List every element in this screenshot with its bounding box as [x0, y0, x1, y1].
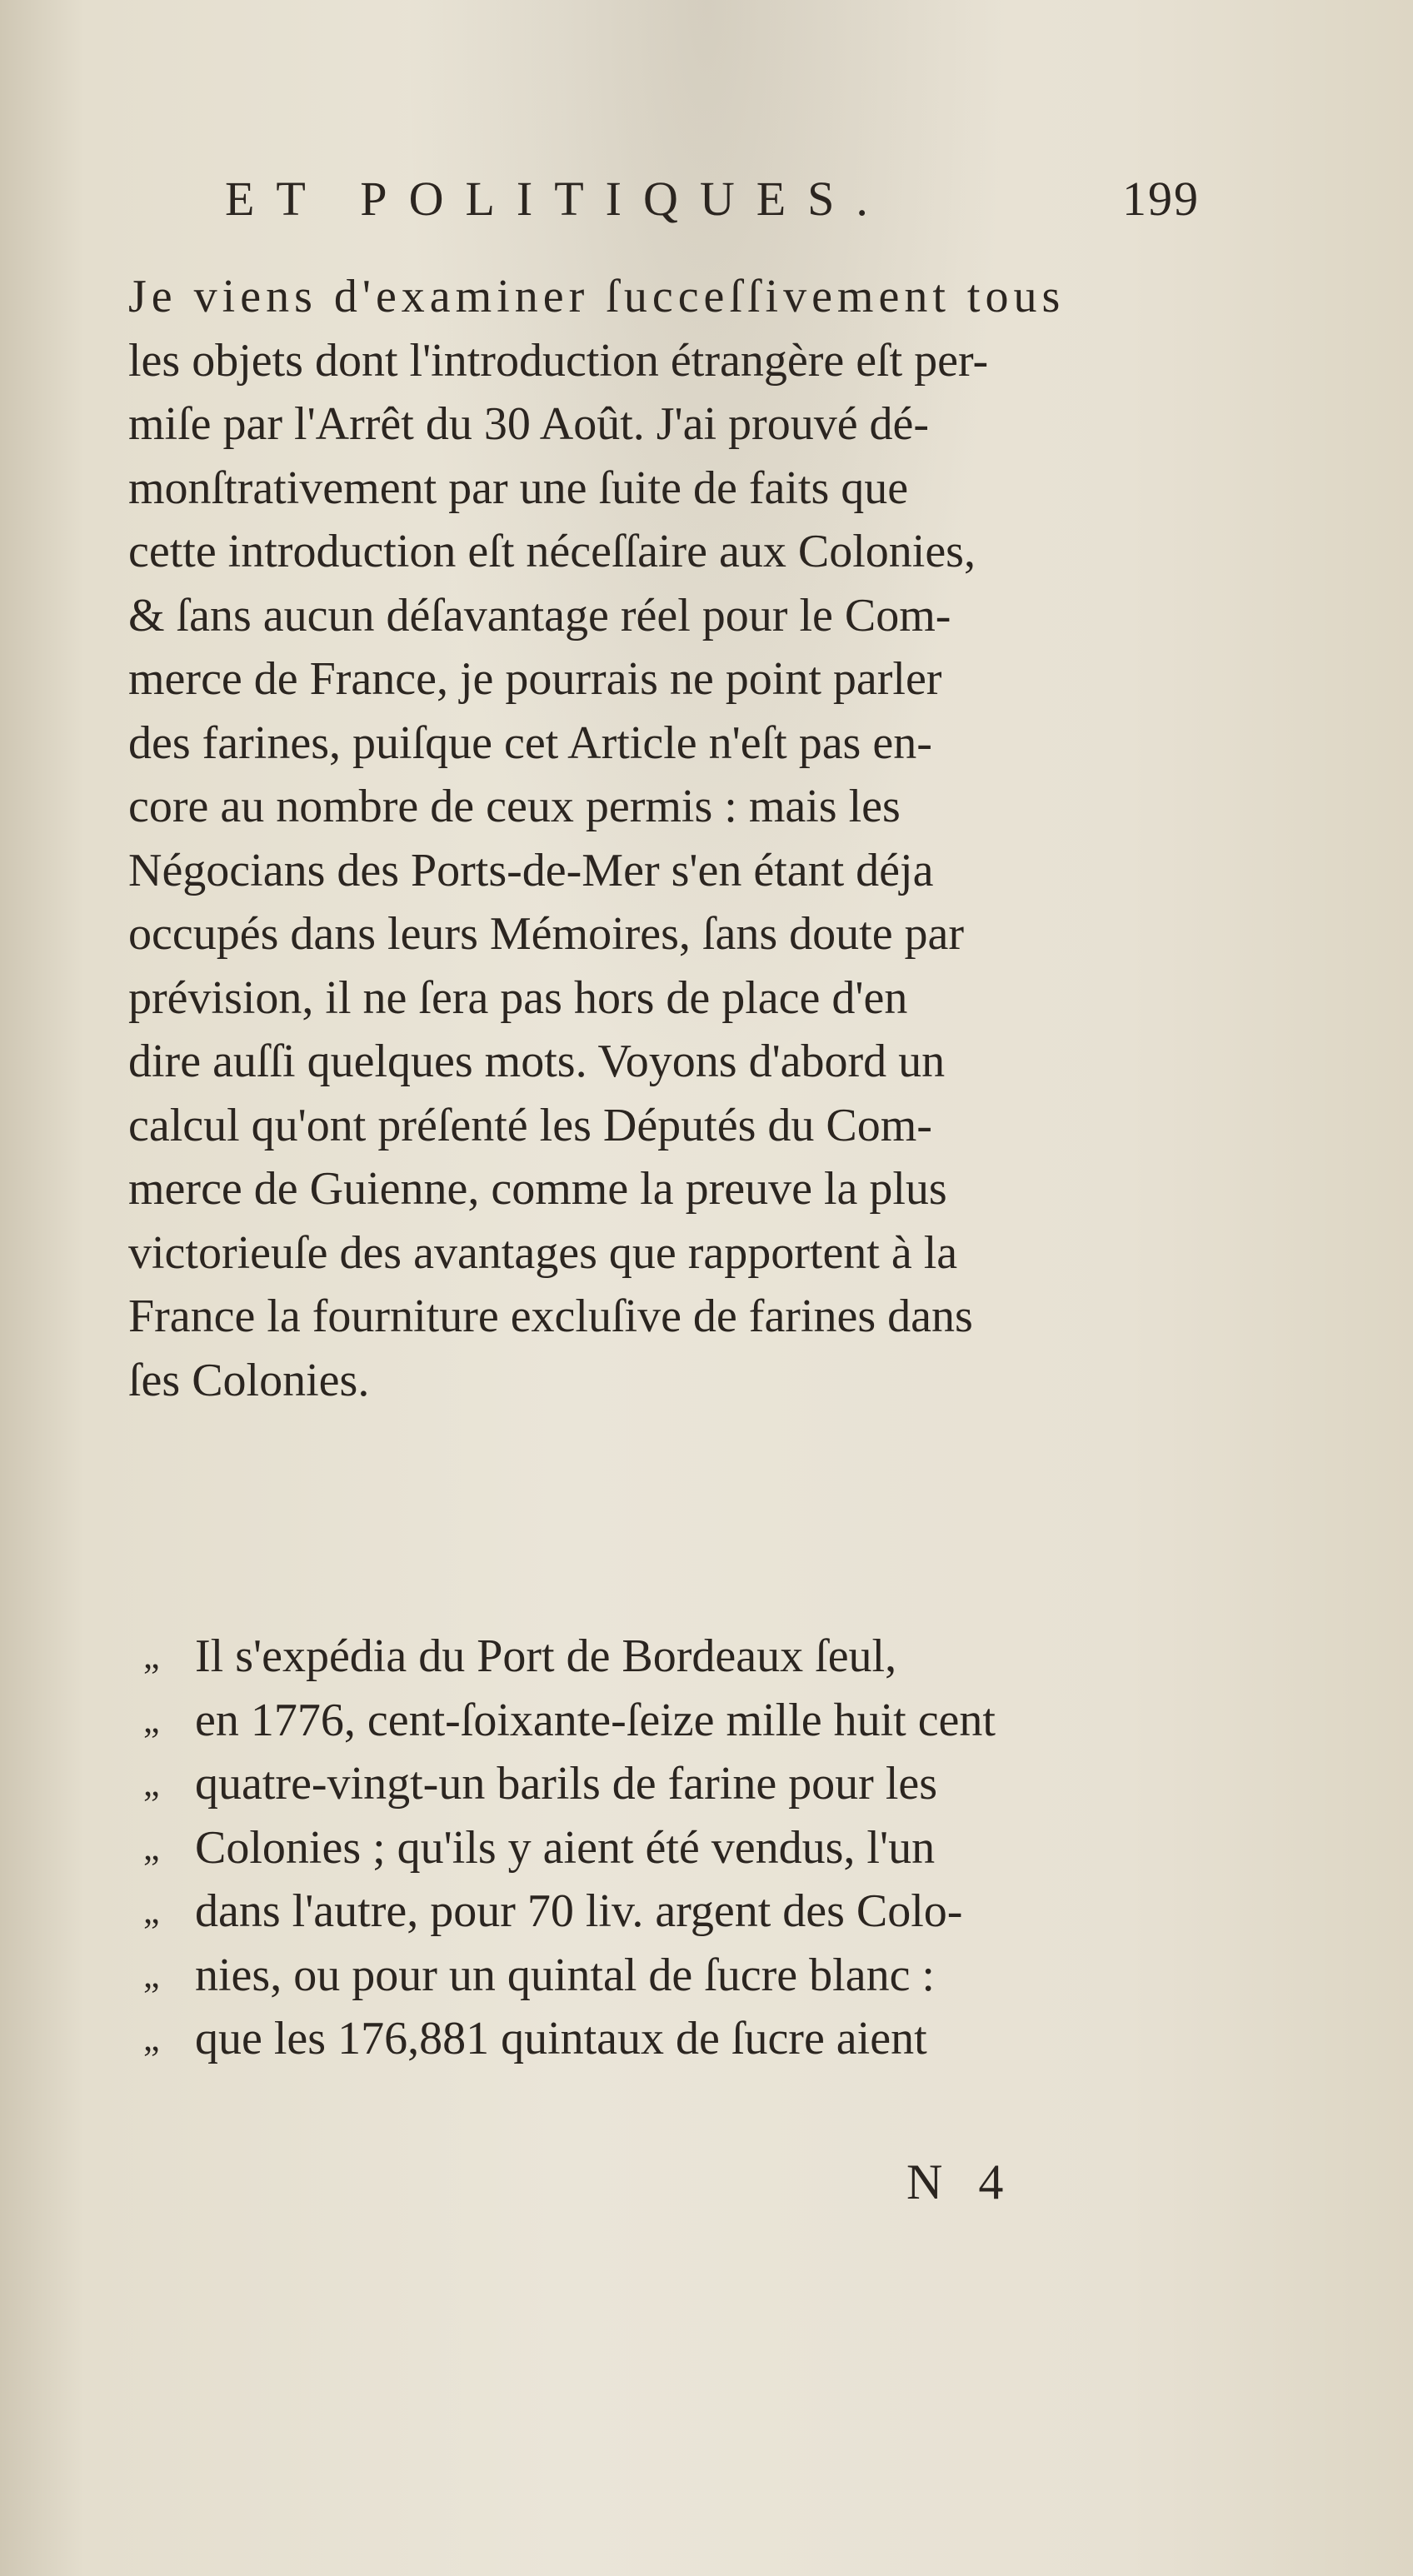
text-line: calcul qu'ont préſenté les Députés du Com- [128, 1099, 932, 1151]
quotation-mark: „ [143, 1635, 160, 1676]
running-header [133, 171, 1216, 246]
paragraph-flour-introduction [128, 265, 1220, 1412]
text-line: miſe par l'Arrêt du 30 Août. J'ai prouvé dé- [128, 398, 930, 450]
quotation-mark: „ [143, 1954, 160, 1995]
text-line: monſtrativement par une ſuite de faits que [128, 462, 909, 514]
text-line: Je viens d'examiner ſucceſſivement tous [128, 271, 1066, 322]
text-line: merce de France, je pourrais ne point parler [128, 653, 942, 705]
quoted-line-text: dans l'autre, pour 70 liv. argent des Colo- [195, 1885, 963, 1937]
text-line: France la fourniture excluſive de farines dans [128, 1290, 973, 1342]
page-number: 199 [1122, 172, 1200, 226]
text-line: occupés dans leurs Mémoires, ſans doute par [128, 908, 965, 960]
running-title: ET POLITIQUES. [225, 172, 890, 226]
quoted-line [128, 1944, 1220, 2008]
text-line: cette introduction eſt néceſſaire aux Colonies, [128, 526, 976, 577]
quoted-line-text: Colonies ; qu'ils y aient été vendus, l'un [195, 1821, 936, 1874]
quoted-line-text: que les 176,881 quintaux de ſucre aient [195, 2013, 927, 2064]
quoted-line [128, 1816, 1220, 1880]
quotation-mark: „ [143, 1699, 160, 1740]
quoted-line [128, 1625, 1220, 1689]
text-line: dire auſſi quelques mots. Voyons d'abord un [128, 1036, 946, 1087]
quoted-line [128, 1880, 1220, 1944]
quoted-line-text: Il s'expédia du Port de Bordeaux ſeul, [195, 1630, 897, 1682]
text-line: merce de Guienne, comme la preuve la plus [128, 1163, 947, 1215]
quoted-line [128, 2007, 1220, 2071]
text-line: core au nombre de ceux permis : mais les [128, 781, 901, 832]
quoted-line-text: quatre-vingt-un barils de farine pour les [195, 1758, 938, 1810]
text-line: Négocians des Ports-de-Mer s'en étant déja [128, 844, 934, 896]
quoted-calculation-paragraph [128, 1625, 1220, 2071]
text-line: ſes Colonies. [128, 1354, 370, 1406]
text-line: les objets dont l'introduction étrangère eſt per- [128, 334, 989, 387]
quoted-line [128, 1689, 1220, 1753]
quotation-mark: „ [143, 1826, 160, 1868]
quotation-mark: „ [143, 2018, 160, 2059]
quoted-line [128, 1752, 1220, 1816]
quotation-mark: „ [143, 1763, 160, 1804]
signature-mark: N 4 [906, 2154, 1016, 2209]
text-line: & ſans aucun déſavantage réel pour le Com- [128, 589, 951, 642]
text-line: prévision, il ne ſera pas hors de place d'en [128, 971, 908, 1024]
text-line: des farines, puiſque cet Article n'eſt pas en- [128, 716, 932, 769]
quoted-line-text: nies, ou pour un quintal de ſucre blanc : [195, 1949, 935, 2001]
quotation-mark: „ [143, 1890, 160, 1931]
quoted-line-text: en 1776, cent-ſoixante-ſeize mille huit cent [195, 1694, 996, 1746]
text-line: victorieuſe des avantages que rapportent à la [128, 1226, 958, 1279]
